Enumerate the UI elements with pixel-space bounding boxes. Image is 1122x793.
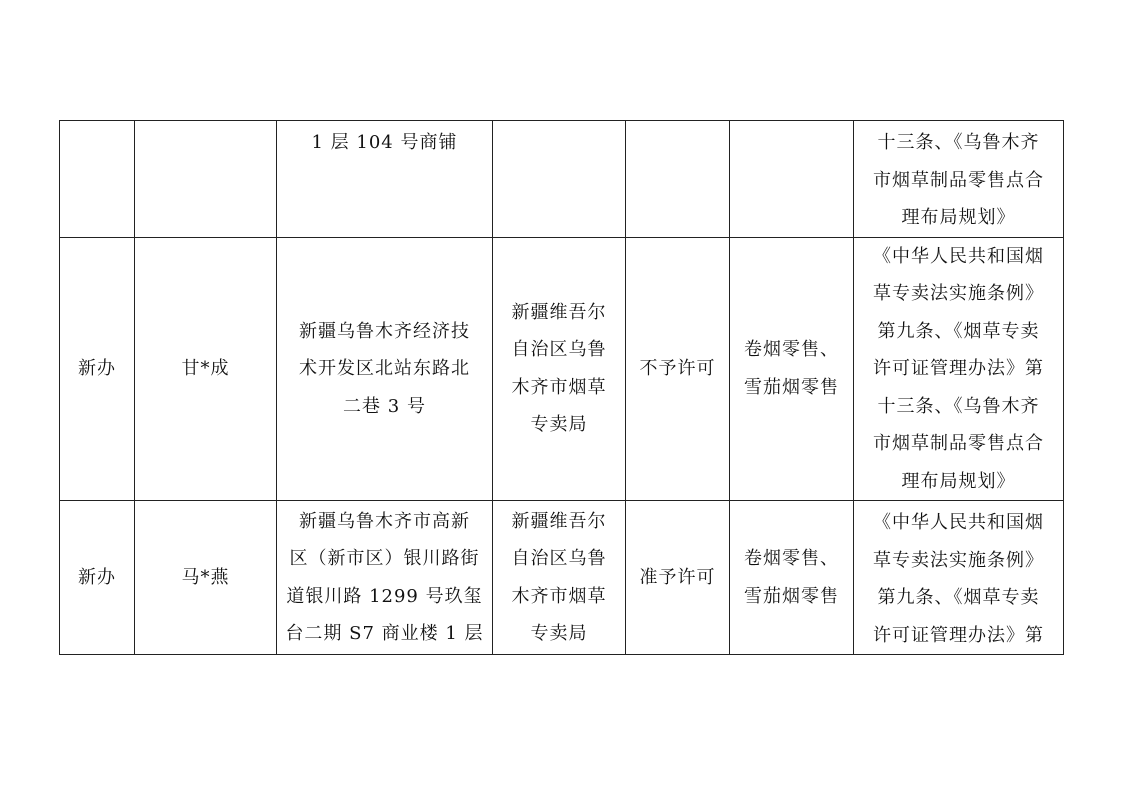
cell-type: 新办 [60, 237, 135, 501]
cell-basis: 《中华人民共和国烟 草专卖法实施条例》 第九条、《烟草专卖 许可证管理办法》第 [854, 501, 1064, 655]
table-row [60, 237, 1064, 501]
cell-basis: 十三条、《乌鲁木齐 市烟草制品零售点合 理布局规划》 [854, 121, 1064, 238]
cell-authority [493, 121, 626, 238]
cell-name [135, 121, 277, 238]
cell-address: 新疆乌鲁木齐市高新 区（新市区）银川路街 道银川路 1299 号玖玺 台二期 S7 商业楼 1 层 [277, 501, 493, 655]
cell-name: 甘*成 [135, 237, 277, 501]
license-table [59, 120, 1064, 655]
cell-scope: 卷烟零售、 雪茄烟零售 [730, 501, 854, 655]
cell-decision: 不予许可 [626, 237, 730, 501]
cell-name: 马*燕 [135, 501, 277, 655]
table-row [60, 501, 1064, 655]
cell-decision [626, 121, 730, 238]
cell-scope [730, 121, 854, 238]
cell-basis: 《中华人民共和国烟 草专卖法实施条例》 第九条、《烟草专卖 许可证管理办法》第 十三条、《乌鲁木齐 市烟草制品零售点合 理布局规划》 [854, 237, 1064, 501]
cell-address: 1 层 104 号商铺 [277, 121, 493, 238]
cell-decision: 准予许可 [626, 501, 730, 655]
cell-authority: 新疆维吾尔 自治区乌鲁 木齐市烟草 专卖局 [493, 501, 626, 655]
table-row [60, 121, 1064, 238]
cell-type [60, 121, 135, 238]
cell-authority: 新疆维吾尔 自治区乌鲁 木齐市烟草 专卖局 [493, 237, 626, 501]
cell-address: 新疆乌鲁木齐经济技 术开发区北站东路北 二巷 3 号 [277, 237, 493, 501]
cell-scope: 卷烟零售、 雪茄烟零售 [730, 237, 854, 501]
cell-type: 新办 [60, 501, 135, 655]
